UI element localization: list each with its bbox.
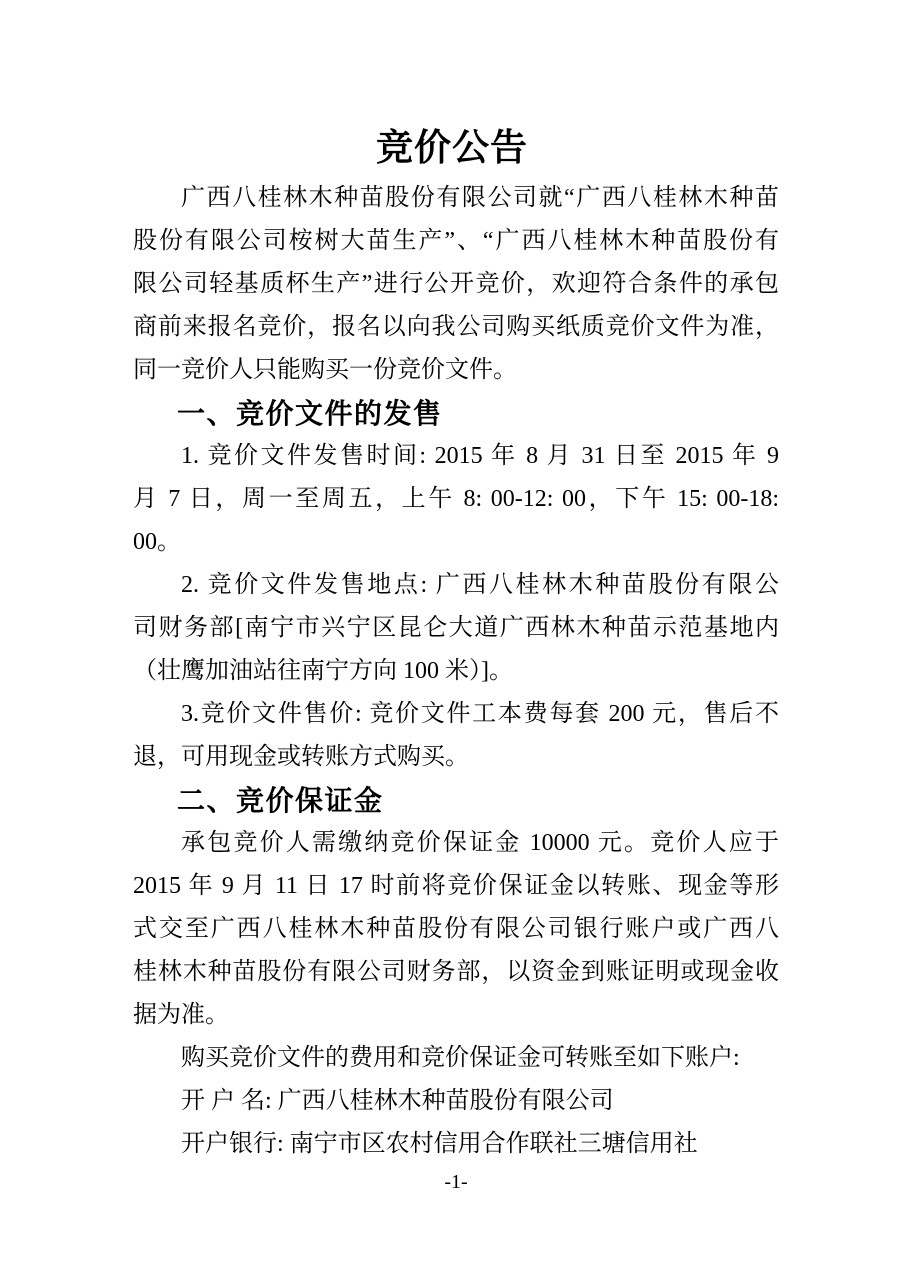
deposit-paragraph-line: 桂林木种苗股份有限公司财务部，以资金到账证明或现金收 [133,959,779,985]
sale-price-line: 退，可用现金或转账方式购买。 [133,744,469,770]
sale-time-line: 1. 竞价文件发售时间: 2015 年 8 月 31 日至 2015 年 9 [181,443,779,469]
page-number: -1- [444,1171,468,1193]
intro-paragraph-line: 商前来报名竞价，报名以向我公司购买纸质竞价文件为准， [133,314,779,340]
account-name-line: 开 户 名: 广西八桂林木种苗股份有限公司 [181,1088,614,1114]
deposit-paragraph-line: 据为准。 [133,1002,229,1028]
section-1-heading: 一、竞价文件的发售 [177,398,443,429]
sale-time-line: 00。 [133,529,181,555]
intro-paragraph-line: 限公司轻基质杯生产”进行公开竞价，欢迎符合条件的承包 [133,271,779,297]
document-body [133,177,779,1166]
intro-paragraph-line: 广西八桂林木种苗股份有限公司就“广西八桂林木种苗 [181,185,779,211]
transfer-note-line: 购买竞价文件的费用和竞价保证金可转账至如下账户: [181,1045,740,1071]
sale-price-line: 3.竞价文件售价: 竞价文件工本费每套 200 元，售后不 [181,701,779,727]
intro-paragraph-line: 股份有限公司桉树大苗生产”、“广西八桂林木种苗股份有 [133,228,779,254]
sale-location-line: 2. 竞价文件发售地点: 广西八桂林木种苗股份有限公 [181,572,779,598]
document-title: 竞价公告 [376,127,528,168]
deposit-paragraph-line: 承包竞价人需缴纳竞价保证金 10000 元。竞价人应于 [181,830,779,856]
sale-time-line: 月 7 日，周一至周五，上午 8: 00-12: 00，下午 15: 00-18: [133,486,779,512]
sale-location-line: （壮鹰加油站往南宁方向 100 米）]。 [133,658,513,684]
deposit-paragraph-line: 式交至广西八桂林木种苗股份有限公司银行账户或广西八 [133,916,779,942]
deposit-paragraph-line: 2015 年 9 月 11 日 17 时前将竞价保证金以转账、现金等形 [133,873,779,899]
bank-name-line: 开户银行: 南宁市区农村信用合作联社三塘信用社 [181,1131,698,1157]
intro-paragraph-line: 同一竞价人只能购买一份竞价文件。 [133,357,517,383]
section-2-heading: 二、竞价保证金 [177,785,384,816]
sale-location-line: 司财务部[南宁市兴宁区昆仑大道广西林木种苗示范基地内 [133,615,779,641]
